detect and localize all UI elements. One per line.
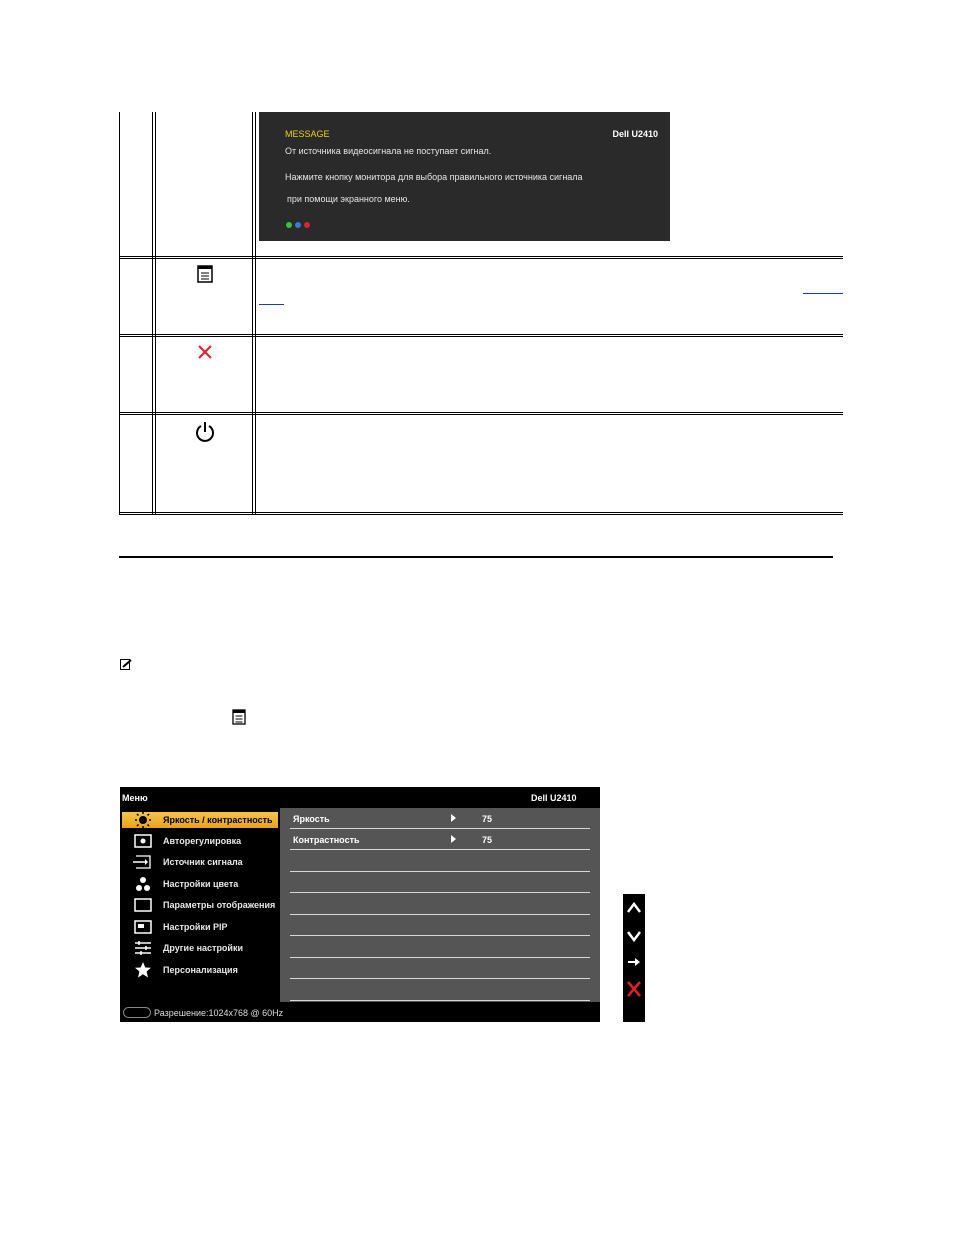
osd-menu-item-auto-adjust[interactable] [120,831,280,851]
osd-menu-item-color-settings[interactable] [120,874,280,894]
osd-setting-contrast[interactable] [290,830,590,850]
table-row-separator [119,414,843,415]
osd-empty-row [290,852,590,872]
osd-menu-item-personalize[interactable] [120,960,280,980]
osd-main-menu-screenshot [120,787,600,1022]
osd-menu-item-pip[interactable] [120,917,280,937]
table-row-separator [119,512,843,513]
table-border [255,112,256,515]
input-source-icon [132,854,154,870]
color-settings-icon [132,876,154,892]
osd-menu-item-label: Авторегулировка [163,836,242,846]
table-row-separator [119,336,843,337]
link-fragment[interactable] [803,293,843,294]
table-row-separator [119,256,843,257]
osd-empty-row [290,873,590,893]
osd-menu-item-label: Параметры отображения [163,900,276,910]
osd-setting-label: Яркость [293,814,330,824]
close-icon [197,344,213,360]
table-row-separator [119,334,843,335]
osd-menu-item-input-source[interactable] [120,852,280,872]
message-line-3: при помощи экранного меню. [287,194,410,204]
menu-icon [197,265,213,283]
table-border [155,112,156,515]
table-border [252,112,253,515]
osd-menu-item-brightness-contrast[interactable] [120,810,280,830]
osd-header-brand: Dell U2410 [531,793,577,803]
display-settings-icon [132,897,154,913]
message-line-1: От источника видеосигнала не поступает сигнал. [285,146,492,156]
osd-empty-row [290,959,590,979]
osd-empty-row [290,916,590,936]
osd-setting-value: 75 [482,814,493,824]
message-line-2: Нажмите кнопку монитора для выбора правильного источника сигнала [285,172,583,182]
osd-empty-row [290,895,590,915]
osd-menu-item-label: Яркость / контрастность [163,815,273,825]
section-divider [119,556,833,558]
osd-setting-brightness[interactable] [290,809,590,829]
osd-resolution-text: Разрешение:1024x768 @ 60Hz [154,1008,284,1018]
message-title: MESSAGE [285,129,330,139]
exit-icon[interactable] [625,980,643,998]
brightness-icon [132,812,154,828]
osd-setting-label: Контрастность [293,835,360,845]
table-row-separator [119,412,843,413]
osd-menu-item-label: Другие настройки [163,943,244,953]
down-arrow-icon[interactable] [625,928,643,944]
arrow-right-icon [451,835,456,843]
osd-menu-item-label: Источник сигнала [163,857,243,867]
osd-settings-panel [280,808,600,1002]
osd-setting-value: 75 [482,835,493,845]
osd-menu-item-label: Настройки PIP [163,922,228,932]
table-row-separator [119,514,843,515]
menu-icon [232,709,246,725]
table-row-separator [119,258,843,259]
star-icon [132,962,154,978]
osd-footer [120,1002,600,1022]
osd-menu-list [120,808,280,1002]
no-signal-message-screenshot [259,112,670,241]
message-brand: Dell U2410 [612,129,658,139]
osd-header-title: Меню [122,793,148,803]
osd-header [120,787,600,808]
osd-menu-item-label: Настройки цвета [163,879,239,889]
green-dot-icon [286,222,292,228]
table-border [119,112,120,515]
blue-dot-icon [295,222,301,228]
red-dot-icon [304,222,310,228]
auto-adjust-icon [132,833,154,849]
arrow-right-icon [451,814,456,822]
right-arrow-icon[interactable] [625,954,643,970]
link-fragment[interactable] [259,304,284,305]
table-border [152,112,153,515]
osd-empty-row [290,938,590,958]
monitor-button-bar [623,894,645,1022]
other-settings-icon [132,940,154,956]
osd-menu-item-other-settings[interactable] [120,938,280,958]
note-icon [120,659,132,670]
pip-icon [132,919,154,935]
osd-menu-item-display-settings[interactable] [120,895,280,915]
osd-empty-row [290,981,590,1001]
up-arrow-icon[interactable] [625,900,643,916]
status-dots [286,222,310,228]
power-icon [195,421,215,443]
osd-menu-item-label: Персонализация [163,965,238,975]
vga-badge-icon [123,1007,151,1018]
